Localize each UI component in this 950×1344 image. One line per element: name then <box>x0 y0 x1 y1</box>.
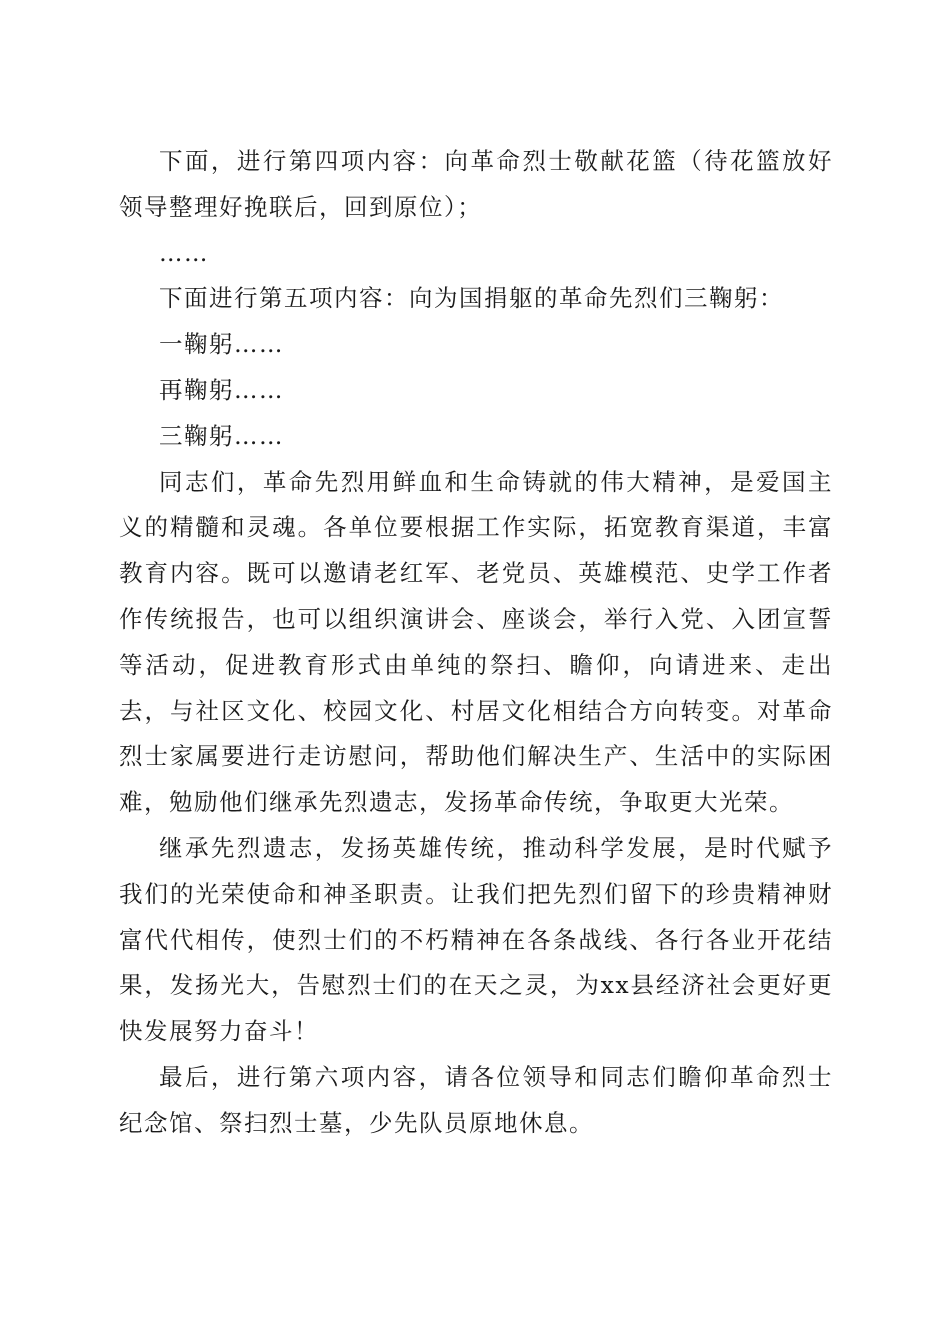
document-body <box>119 139 833 1147</box>
paragraph-bow-second: 再鞠躬…… <box>159 375 284 404</box>
paragraph-inherit: 继承先烈遗志，发扬英雄传统，推动科学发展，是时代赋予我们的光荣使命和神圣职责。让我们把先烈们留下的珍贵精神财富代代相传，使烈士们的不朽精神在各条战线、各行各业开花结果，发扬光大，告慰烈士们的在天之灵，为xx县经济社会更好更快发展努力奋斗！ <box>119 833 833 1046</box>
paragraph-bow-first: 一鞠躬…… <box>159 330 284 359</box>
paragraph-comrades: 同志们，革命先烈用鲜血和生命铸就的伟大精神，是爱国主义的精髓和灵魂。各单位要根据工作实际，拓宽教育渠道，丰富教育内容。既可以邀请老红军、老党员、英雄模范、史学工作者作传统报告，也可以组织演讲会、座谈会，举行入党、入团宣誓等活动，促进教育形式由单纯的祭扫、瞻仰，向请进来、走出去，与社区文化、校园文化、村居文化相结合方向转变。对革命烈士家属要进行走访慰问，帮助他们解决生产、生活中的实际困难，勉励他们继承先烈遗志，发扬革命传统，争取更大光荣。 <box>119 467 833 817</box>
paragraph-finally: 最后，进行第六项内容，请各位领导和同志们瞻仰革命烈士纪念馆、祭扫烈士墓，少先队员原地休息。 <box>119 1062 833 1137</box>
paragraph-wreath: 下面，进行第四项内容：向革命烈士敬献花篮（待花篮放好领导整理好挽联后，回到原位）； <box>119 147 833 221</box>
paragraph-bow-intro: 下面进行第五项内容：向为国捐躯的革命先烈们三鞠躬： <box>159 284 784 313</box>
paragraph-bow-third: 三鞠躬…… <box>159 421 284 450</box>
paragraph-ellipsis: …… <box>159 238 209 267</box>
